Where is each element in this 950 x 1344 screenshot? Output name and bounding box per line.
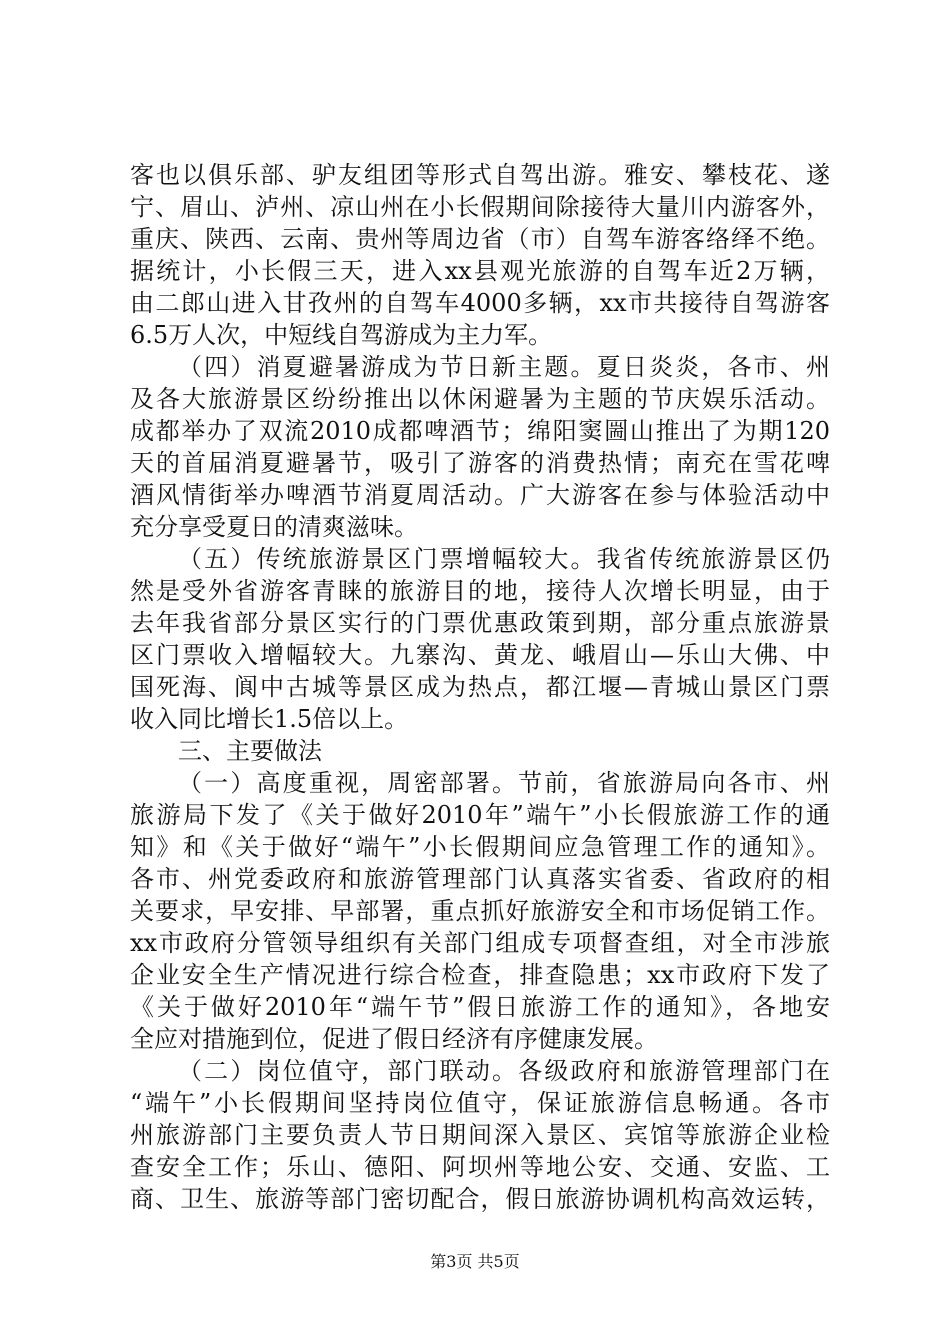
- text-line: 充分享受夏日的清爽滋味。: [130, 513, 418, 541]
- text-line: （四）消夏避暑游成为节日新主题。夏日炎炎，各市、州: [178, 353, 830, 381]
- text-line: 企业安全生产情况进行综合检查，排查隐患；xx市政府下发了: [130, 961, 830, 989]
- text-line: 酒风情街举办啤酒节消夏周活动。广大游客在参与体验活动中: [130, 481, 830, 509]
- text-line: 由二郎山进入甘孜州的自驾车4000多辆，xx市共接待自驾游客: [130, 289, 830, 317]
- text-line: 然是受外省游客青睐的旅游目的地，接待人次增长明显，由于: [130, 577, 830, 605]
- text-line: 成都举办了双流2010成都啤酒节；绵阳窦圌山推出了为期120: [130, 417, 830, 445]
- text-line: 6.5万人次，中短线自驾游成为主力军。: [130, 321, 553, 349]
- text-line: 旅游局下发了《关于做好2010年”端午”小长假旅游工作的通: [130, 801, 830, 829]
- text-line: 收入同比增长1.5倍以上。: [130, 705, 409, 733]
- text-line: 三、主要做法: [178, 737, 322, 765]
- document-body: [130, 159, 830, 1215]
- text-line: 宁、眉山、泸州、凉山州在小长假期间除接待大量川内游客外，: [130, 193, 830, 221]
- text-line: 去年我省部分景区实行的门票优惠政策到期，部分重点旅游景: [130, 609, 830, 637]
- text-line: “端午”小长假期间坚持岗位值守，保证旅游信息畅通。各市: [130, 1089, 830, 1117]
- text-line: （一）高度重视，周密部署。节前，省旅游局向各市、州: [178, 769, 830, 797]
- text-line: 关要求，早安排、早部署，重点抓好旅游安全和市场促销工作。: [130, 897, 830, 925]
- text-line: 州旅游部门主要负责人节日期间深入景区、宾馆等旅游企业检: [130, 1121, 830, 1149]
- text-line: 《关于做好2010年“端午节”假日旅游工作的通知》，各地安: [130, 993, 830, 1021]
- text-line: 天的首届消夏避暑节，吸引了游客的消费热情；南充在雪花啤: [130, 449, 830, 477]
- text-line: 及各大旅游景区纷纷推出以休闲避暑为主题的节庆娱乐活动。: [130, 385, 830, 413]
- text-line: 全应对措施到位，促进了假日经济有序健康发展。: [130, 1025, 658, 1053]
- text-line: 知》和《关于做好“端午”小长假期间应急管理工作的通知》。: [130, 833, 830, 861]
- text-line: 据统计，小长假三天，进入xx县观光旅游的自驾车近2万辆，: [130, 257, 830, 285]
- text-line: 国死海、阆中古城等景区成为热点，都江堰—青城山景区门票: [130, 673, 830, 701]
- text-line: 商、卫生、旅游等部门密切配合，假日旅游协调机构高效运转，: [130, 1185, 830, 1213]
- text-line: 查安全工作；乐山、德阳、阿坝州等地公安、交通、安监、工: [130, 1153, 830, 1181]
- text-line: 区门票收入增幅较大。九寨沟、黄龙、峨眉山—乐山大佛、中: [130, 641, 830, 669]
- text-line: （二）岗位值守，部门联动。各级政府和旅游管理部门在: [178, 1057, 830, 1085]
- text-line: 客也以俱乐部、驴友组团等形式自驾出游。雅安、攀枝花、遂: [130, 161, 830, 189]
- text-line: （五）传统旅游景区门票增幅较大。我省传统旅游景区仍: [178, 545, 830, 573]
- page-number-footer: 第3页 共5页: [430, 1252, 520, 1271]
- text-line: 重庆、陕西、云南、贵州等周边省（市）自驾车游客络绎不绝。: [130, 225, 830, 253]
- text-line: 各市、州党委政府和旅游管理部门认真落实省委、省政府的相: [130, 865, 830, 893]
- text-line: xx市政府分管领导组织有关部门组成专项督查组，对全市涉旅: [130, 929, 830, 957]
